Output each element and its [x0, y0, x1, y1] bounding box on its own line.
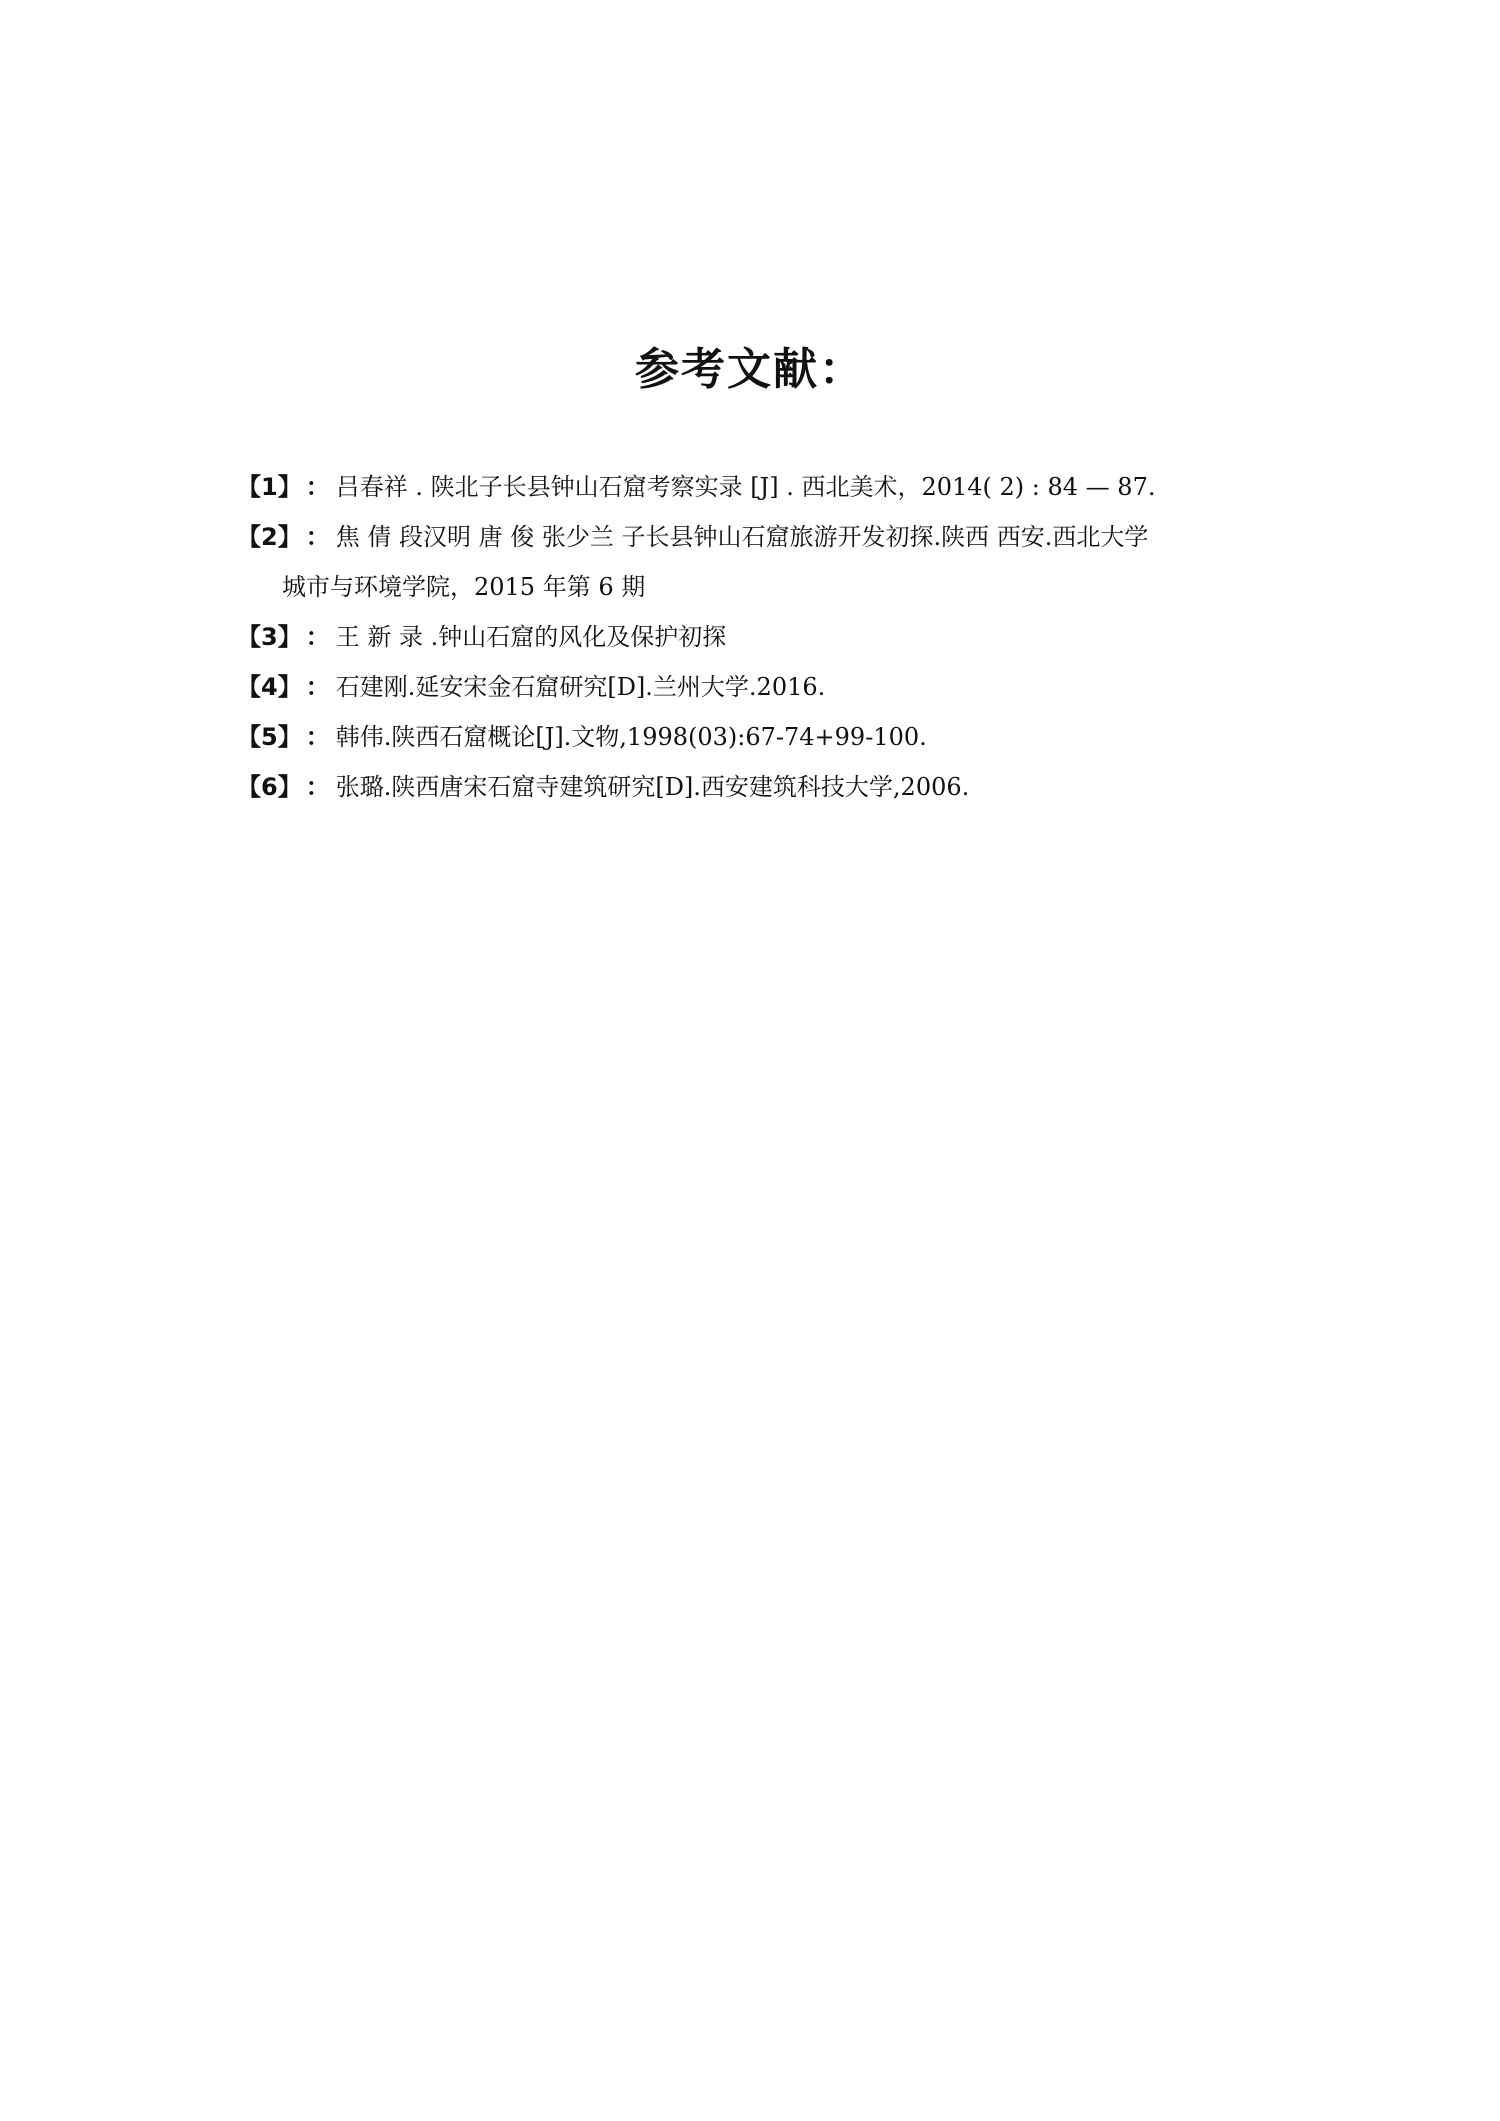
reference-number: 【6】: [237, 773, 302, 801]
reference-text: 石建刚.延安宋金石窟研究[D].兰州大学.2016.: [335, 673, 826, 701]
page-title: 参考文献：: [635, 344, 865, 395]
reference-separator: ：: [305, 673, 330, 701]
reference-number: 【1】: [237, 473, 302, 501]
reference-item-4: [237, 662, 1297, 712]
reference-text: 韩伟.陕西石窟概论[J].文物,1998(03):67-74+99-100.: [335, 723, 927, 751]
reference-item-5: [237, 712, 1297, 762]
reference-separator: ：: [305, 723, 330, 751]
reference-number: 【5】: [237, 723, 302, 751]
reference-item-1: [237, 462, 1297, 512]
reference-continuation: 城市与环境学院，2015 年第 6 期: [282, 573, 646, 601]
reference-number: 【4】: [237, 673, 302, 701]
reference-item-2: [237, 512, 1297, 562]
reference-text: 张璐.陕西唐宋石窟寺建筑研究[D].西安建筑科技大学,2006.: [335, 773, 970, 801]
reference-separator: ：: [305, 473, 330, 501]
reference-number: 【3】: [237, 623, 302, 651]
reference-separator: ：: [305, 523, 330, 551]
reference-separator: ：: [305, 623, 330, 651]
reference-number: 【2】: [237, 523, 302, 551]
reference-text: 焦 倩 段汉明 唐 俊 张少兰 子长县钟山石窟旅游开发初探.陕西 西安.西北大学: [335, 523, 1149, 551]
reference-item-6: [237, 762, 1297, 812]
reference-separator: ：: [305, 773, 330, 801]
reference-item-3: [237, 612, 1297, 662]
reference-text: 吕春祥 . 陕北子长县钟山石窟考察实录 [J] . 西北美术，2014( 2) : 84 — 87.: [335, 473, 1156, 501]
reference-text: 王 新 录 .钟山石窟的风化及保护初探: [335, 623, 727, 651]
reference-list: [237, 462, 1297, 812]
